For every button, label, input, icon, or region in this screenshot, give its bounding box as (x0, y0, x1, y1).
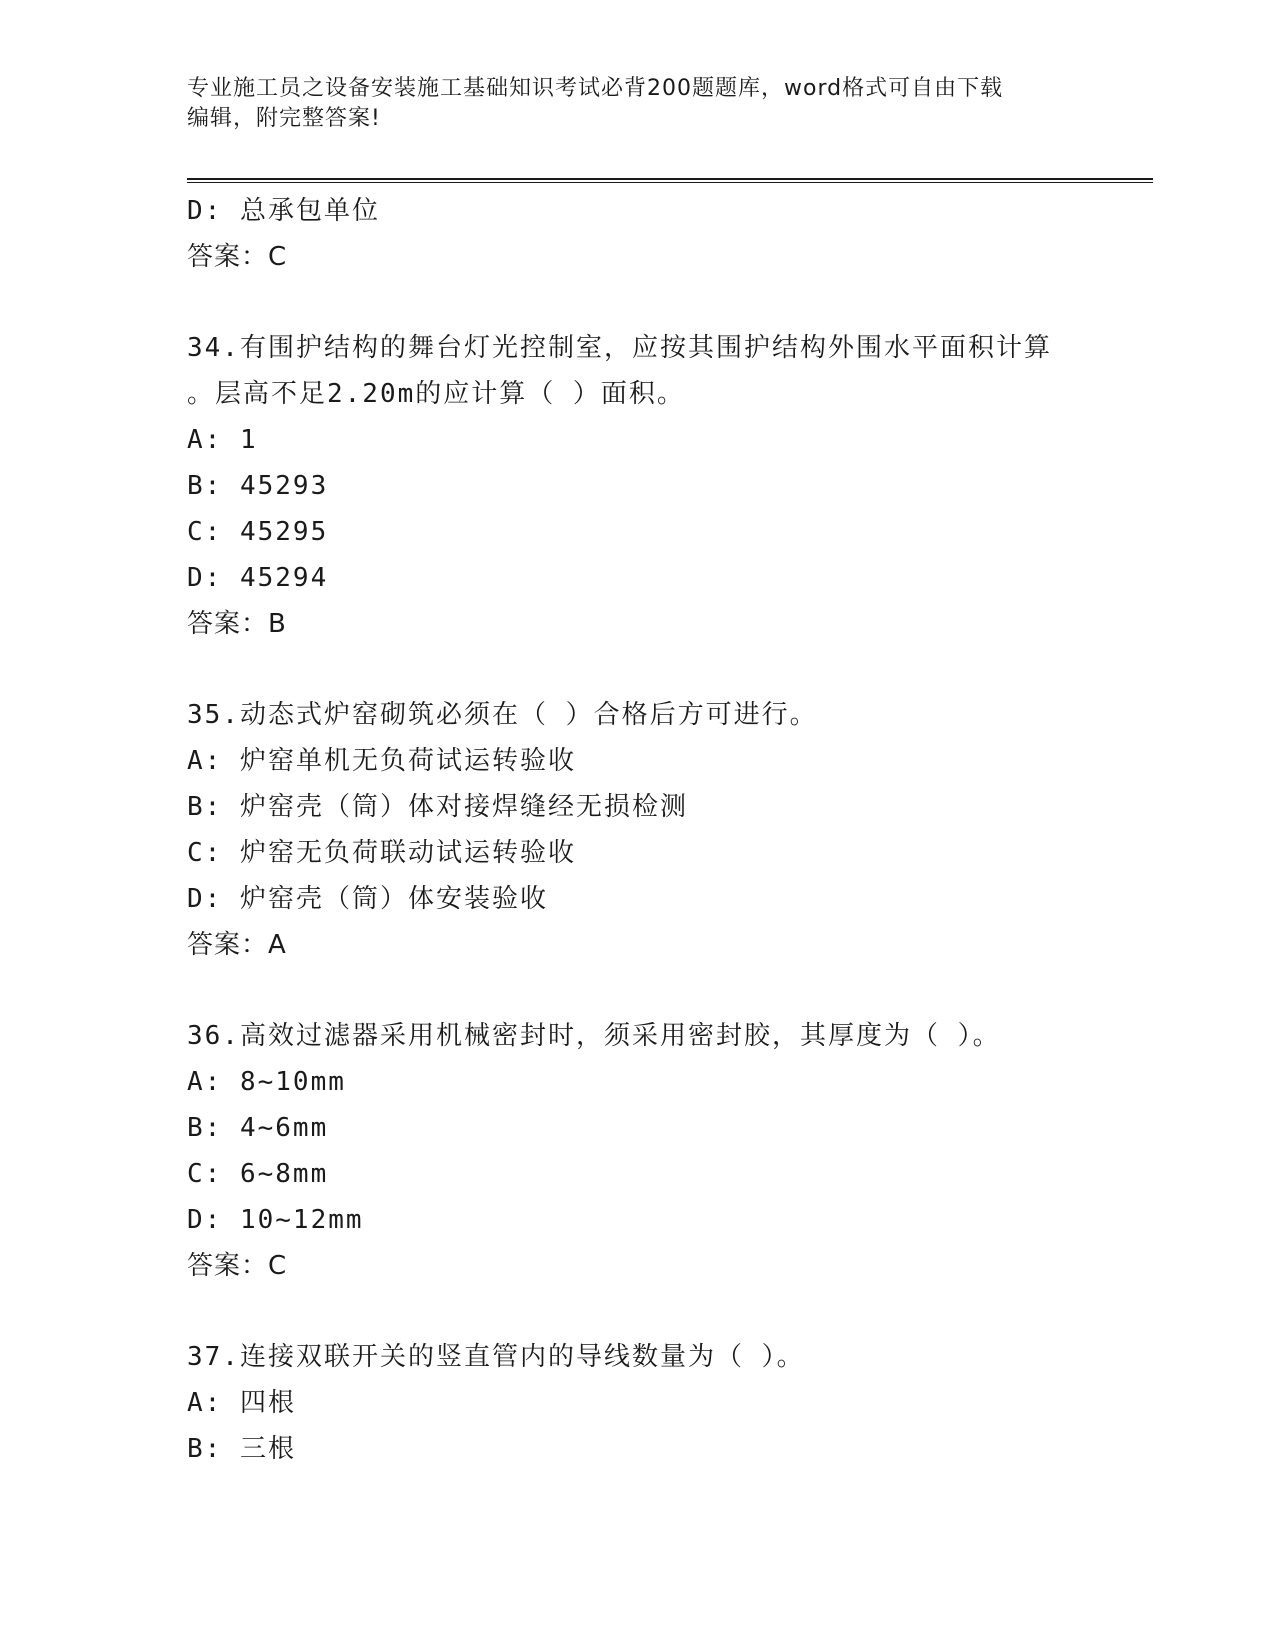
option-b: B: 炉窑壳（筒）体对接焊缝经无损检测 (187, 792, 688, 822)
question-36 (187, 1013, 1147, 1289)
previous-question-tail (187, 188, 1147, 280)
answer: 答案：C (187, 242, 288, 272)
question-34 (187, 325, 1147, 647)
option-d: D: 10~12mm (187, 1205, 364, 1235)
option-a: A: 四根 (187, 1388, 296, 1418)
option-b: B: 三根 (187, 1434, 296, 1464)
option-d: D: 炉窑壳（筒）体安装验收 (187, 884, 548, 914)
option-b: B: 45293 (187, 471, 329, 501)
document-header (187, 74, 1087, 134)
option-a: A: 1 (187, 425, 258, 455)
question-stem: 34.有围护结构的舞台灯光控制室，应按其围护结构外围水平面积计算 (187, 333, 1052, 363)
option-d: D: 总承包单位 (187, 196, 380, 226)
option-b: B: 4~6mm (187, 1113, 329, 1143)
question-stem: 36.高效过滤器采用机械密封时，须采用密封胶，其厚度为（ ）。 (187, 1021, 1001, 1051)
option-c: C: 炉窑无负荷联动试运转验收 (187, 838, 576, 868)
option-a: A: 8~10mm (187, 1067, 346, 1097)
header-divider (187, 178, 1153, 183)
option-c: C: 6~8mm (187, 1159, 329, 1189)
question-37 (187, 1334, 1147, 1472)
question-stem-continued: 。层高不足2.20m的应计算（ ）面积。 (187, 379, 685, 409)
question-stem: 35.动态式炉窑砌筑必须在（ ）合格后方可进行。 (187, 700, 818, 730)
header-line-2: 编辑，附完整答案! (187, 106, 381, 131)
document-body (187, 188, 1147, 1472)
answer: 答案：C (187, 1251, 288, 1281)
header-line-1: 专业施工员之设备安装施工基础知识考试必背200题题库，word格式可自由下载 (187, 76, 1004, 101)
question-stem: 37.连接双联开关的竖直管内的导线数量为（ ）。 (187, 1342, 805, 1372)
option-c: C: 45295 (187, 517, 329, 547)
answer: 答案：B (187, 609, 287, 639)
answer: 答案：A (187, 930, 287, 960)
option-a: A: 炉窑单机无负荷试运转验收 (187, 746, 576, 776)
question-35 (187, 692, 1147, 968)
option-d: D: 45294 (187, 563, 329, 593)
